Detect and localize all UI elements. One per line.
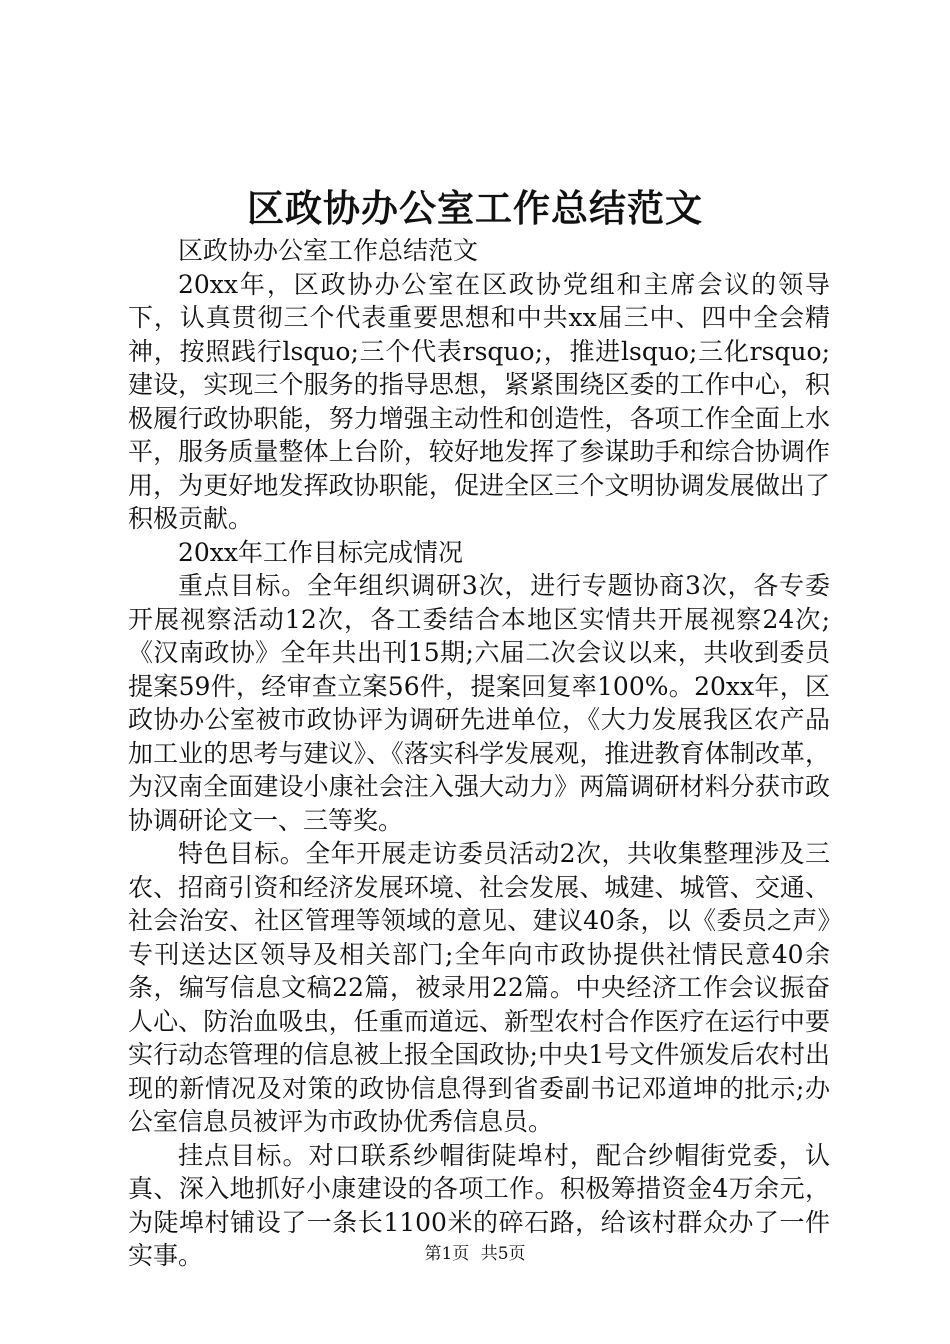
paragraph-linked-targets: 挂点目标。对口联系纱帽街陡埠村，配合纱帽街党委，认真、深入地抓好小康建设的各项工作。积极筹措资金4万余元，为陡埠村铺设了一条长1100米的碎石路，给该村群众办了一件实事。 bbox=[128, 1140, 830, 1270]
paragraph-featured-targets: 特色目标。全年开展走访委员活动2次，共收集整理涉及三农、招商引资和经济发展环境、社会发展、城建、城管、交通、社会治安、社区管理等领域的意见、建议40条，以《委员之声》专刊送达区领导及相关部门;全年向市政协提供社情民意40余条，编写信息文稿22篇，被录用22篇。中央经济工作会议振奋人心、防治血吸虫，任重而道远、新型农村合作医疗在运行中要实行动态管理的信息被上报全国政协;中央1号文件颁发后农村出现的新情况及对策的政协信息得到省委副书记邓道坤的批示;办公室信息员被评为市政协优秀信息员。 bbox=[128, 839, 830, 1136]
page-number: 第1页 bbox=[424, 1244, 470, 1264]
page-total: 共5页 bbox=[480, 1244, 526, 1264]
paragraph-subtitle: 区政协办公室工作总结范文 bbox=[178, 236, 479, 265]
document-body bbox=[128, 234, 830, 1273]
document-title: 区政协办公室工作总结范文 bbox=[247, 186, 703, 230]
paragraph-section-heading: 20xx年工作目标完成情况 bbox=[178, 537, 464, 567]
page-footer bbox=[0, 1242, 950, 1266]
paragraph-key-targets: 重点目标。全年组织调研3次，进行专题协商3次，各专委开展视察活动12次，各工委结合本地区实情共开展视察24次;《汉南政协》全年共出刊15期;六届二次会议以来，共收到委员提案59件，经审查立案56件，提案回复率100%。20xx年，区政协办公室被市政协评为调研先进单位，《大力发展我区农产品加工业的思考与建议》、《落实科学发展观，推进教育体制改革，为汉南全面建设小康社会注入强大动力》两篇调研材料分获市政协调研论文一、三等奖。 bbox=[128, 571, 830, 835]
paragraph-intro: 20xx年，区政协办公室在区政协党组和主席会议的领导下，认真贯彻三个代表重要思想和中共xx届三中、四中全会精神，按照践行lsquo;三个代表rsquo;，推进lsquo;三化rsquo;建设，实现三个服务的指导思想，紧紧围绕区委的工作中心，积极履行政协职能，努力增强主动性和创造性，各项工作全面上水平，服务质量整体上台阶，较好地发挥了参谋助手和综合协调作用，为更好地发挥政协职能，促进全区三个文明协调发展做出了积极贡献。 bbox=[128, 269, 830, 533]
